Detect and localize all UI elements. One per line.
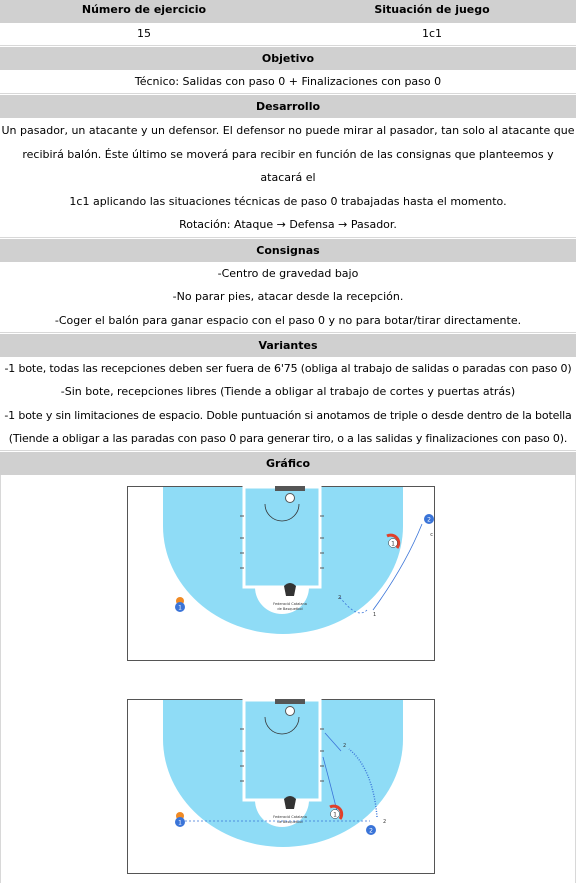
attacker-passer-marker	[175, 817, 185, 827]
logo-text-2: de Basquetbol	[277, 606, 303, 611]
svg-text:1: 1	[391, 540, 395, 547]
attacker-2-marker	[366, 825, 376, 835]
consigna-line: -Coger el balón para ganar espacio con el paso 0 y no para botar/tirar directamente.	[54, 313, 522, 327]
game-situation-value: 1c1	[421, 27, 443, 40]
svg-text:1: 1	[178, 604, 182, 611]
game-situation-label: Situación de juego	[374, 3, 490, 16]
label-b: 2	[383, 818, 387, 825]
logo-text-1: Federació Catalana	[273, 601, 307, 606]
desarrollo-title: Desarrollo	[0, 94, 576, 118]
logo-text-2: de Basquetbol	[277, 819, 303, 824]
variante-line: -Sin bote, recepciones libres (Tiende a obligar al trabajo de cortes y puertas atrás)	[60, 385, 516, 398]
court-diagram-2	[127, 699, 435, 874]
attacker-2-marker	[424, 514, 434, 524]
grafico-title: Gráfico	[0, 451, 576, 475]
consignas-body	[0, 262, 576, 334]
attacker-passer-marker	[175, 602, 185, 612]
grafico-area	[0, 475, 576, 883]
consigna-line: -No parar pies, atacar desde la recepción.	[172, 290, 404, 303]
small-c-label: c	[430, 531, 433, 538]
exercise-number-value: 15	[137, 27, 151, 40]
variantes-title: Variantes	[0, 333, 576, 357]
variante-line: (Tiende a obligar a las paradas con paso 0 para generar tiro, o a las salidas y finalizaciones con paso 0).	[8, 431, 568, 445]
key-lane	[244, 700, 320, 800]
backboard	[275, 699, 305, 704]
consignas-title: Consignas	[0, 238, 576, 262]
svg-text:1: 1	[178, 819, 182, 826]
path-label-2: 2	[338, 594, 342, 601]
variante-line: -1 bote y sin limitaciones de espacio. Doble puntuación si anotamos de triple o desde dentro de la botella	[4, 408, 572, 422]
variantes-body	[0, 357, 576, 451]
label-a: 2	[343, 742, 347, 749]
svg-text:1: 1	[333, 811, 337, 818]
header-values-row	[0, 23, 576, 46]
hoop	[286, 493, 295, 502]
desarrollo-line: Un pasador, un atacante y un defensor. El defensor no puede mirar al pasador, tan solo al atacante que	[1, 124, 575, 137]
path-label-1: 1	[373, 611, 377, 618]
desarrollo-body	[0, 118, 576, 238]
objetivo-title: Objetivo	[0, 46, 576, 70]
key-lane	[244, 487, 320, 587]
logo-text-1: Federació Catalana	[273, 814, 307, 819]
exercise-number-label: Número de ejercicio	[81, 3, 207, 16]
svg-text:2: 2	[369, 827, 373, 834]
header-row	[0, 0, 576, 23]
desarrollo-line: recibirá balón. Éste último se moverá para recibir en función de las consignas que planteemos y atacará el	[22, 147, 554, 184]
variante-line: -1 bote, todas las recepciones deben ser fuera de 6'75 (obliga al trabajo de salidas o paradas con paso 0)	[4, 362, 572, 375]
consigna-line: -Centro de gravedad bajo	[217, 266, 359, 280]
svg-text:2: 2	[427, 516, 431, 523]
hoop	[286, 706, 295, 715]
objetivo-text: Técnico: Salidas con paso 0 + Finalizaciones con paso 0	[0, 70, 576, 94]
backboard	[275, 486, 305, 491]
desarrollo-line: 1c1 aplicando las situaciones técnicas de paso 0 trabajadas hasta el momento.	[69, 194, 507, 208]
court-diagram-1	[127, 486, 435, 661]
desarrollo-line: Rotación: Ataque → Defensa → Pasador.	[179, 218, 397, 231]
